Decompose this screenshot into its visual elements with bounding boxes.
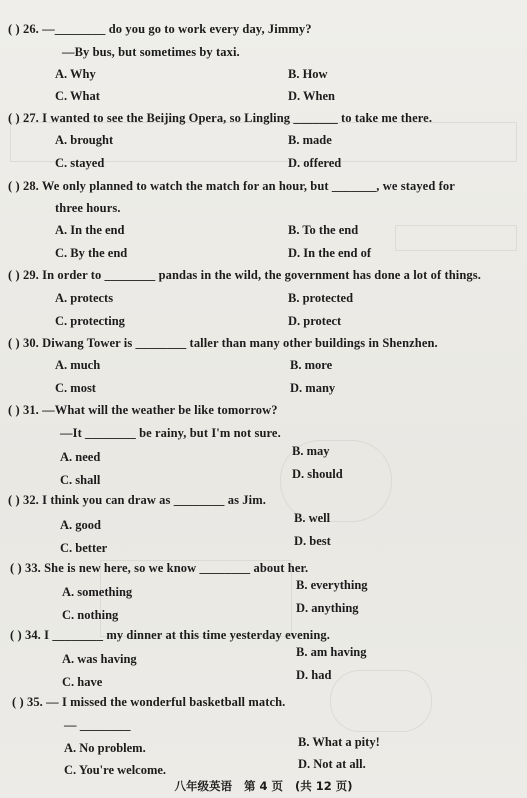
question-29-option-d: D. protect	[288, 314, 342, 328]
question-35-option-a: A. No problem.	[64, 741, 146, 755]
question-30-option-a: A. much	[55, 358, 101, 372]
question-35-stem: ( ) 35. — I missed the wonderful basketball match.	[12, 695, 286, 709]
question-28-option-b: B. To the end	[288, 223, 359, 237]
footer-page-number: 第 4 页	[243, 779, 283, 793]
question-31-stem: ( ) 31. —What will the weather be like tomorrow?	[8, 403, 278, 417]
question-26-option-b: B. How	[288, 67, 328, 81]
question-29-option-c: C. protecting	[55, 314, 125, 328]
question-33-stem: ( ) 33. She is new here, so we know ________ about her.	[10, 561, 309, 575]
question-26-stem-line2: —By bus, but sometimes by taxi.	[62, 45, 240, 59]
question-31-option-b: B. may	[292, 444, 330, 458]
question-30-stem: ( ) 30. Diwang Tower is ________ taller than many other buildings in Shenzhen.	[8, 336, 438, 350]
question-29-stem: ( ) 29. In order to ________ pandas in the wild, the government has done a lot of things.	[8, 268, 481, 282]
question-32-option-a: A. good	[60, 518, 101, 532]
question-32-option-c: C. better	[60, 541, 108, 555]
question-35-option-d: D. Not at all.	[298, 757, 366, 771]
question-27-option-b: B. made	[288, 133, 332, 147]
bleed-through-box	[395, 225, 517, 251]
question-33-option-d: D. anything	[296, 601, 359, 615]
question-33-option-a: A. something	[62, 585, 133, 599]
page-footer	[0, 778, 527, 794]
question-27-option-c: C. stayed	[55, 156, 105, 170]
question-33-option-c: C. nothing	[62, 608, 119, 622]
question-26-stem: ( ) 26. —________ do you go to work every day, Jimmy?	[8, 22, 312, 36]
question-27-stem: ( ) 27. I wanted to see the Beijing Opera, so Lingling _______ to take me there.	[8, 111, 433, 125]
question-27-option-a: A. brought	[55, 133, 114, 147]
question-29-option-a: A. protects	[55, 291, 114, 305]
question-26-option-c: C. What	[55, 89, 100, 103]
footer-total-pages: (共 12 页)	[295, 779, 353, 793]
question-31-option-c: C. shall	[60, 473, 101, 487]
question-35-stem-line2: — ________	[64, 718, 131, 732]
question-32-stem: ( ) 32. I think you can draw as ________ as Jim.	[8, 493, 266, 507]
question-31-option-d: D. should	[292, 467, 343, 481]
question-34-option-a: A. was having	[62, 652, 137, 666]
question-28-option-a: A. In the end	[55, 223, 125, 237]
question-28-stem: ( ) 28. We only planned to watch the match for an hour, but _______, we stayed for	[8, 179, 455, 193]
question-30-option-d: D. many	[290, 381, 336, 395]
question-34-option-b: B. am having	[296, 645, 367, 659]
question-35-option-b: B. What a pity!	[298, 735, 380, 749]
question-33-option-b: B. everything	[296, 578, 368, 592]
question-26-option-d: D. When	[288, 89, 336, 103]
question-32-option-d: D. best	[294, 534, 331, 548]
question-30-option-b: B. more	[290, 358, 333, 372]
question-26-option-a: A. Why	[55, 67, 96, 81]
footer-subject: 八年级英语	[174, 779, 232, 793]
question-32-option-b: B. well	[294, 511, 331, 525]
question-34-option-c: C. have	[62, 675, 103, 689]
question-27-option-d: D. offered	[288, 156, 342, 170]
question-34-stem: ( ) 34. I ________ my dinner at this time yesterday evening.	[10, 628, 330, 642]
question-28-option-c: C. By the end	[55, 246, 128, 260]
question-28-stem-line2: three hours.	[55, 201, 121, 215]
question-31-stem-line2: —It ________ be rainy, but I'm not sure.	[60, 426, 281, 440]
question-30-option-c: C. most	[55, 381, 96, 395]
bleed-through-box	[330, 670, 432, 732]
question-28-option-d: D. In the end of	[288, 246, 371, 260]
question-29-option-b: B. protected	[288, 291, 354, 305]
question-35-option-c: C. You're welcome.	[64, 763, 167, 777]
question-31-option-a: A. need	[60, 450, 101, 464]
question-34-option-d: D. had	[296, 668, 332, 682]
